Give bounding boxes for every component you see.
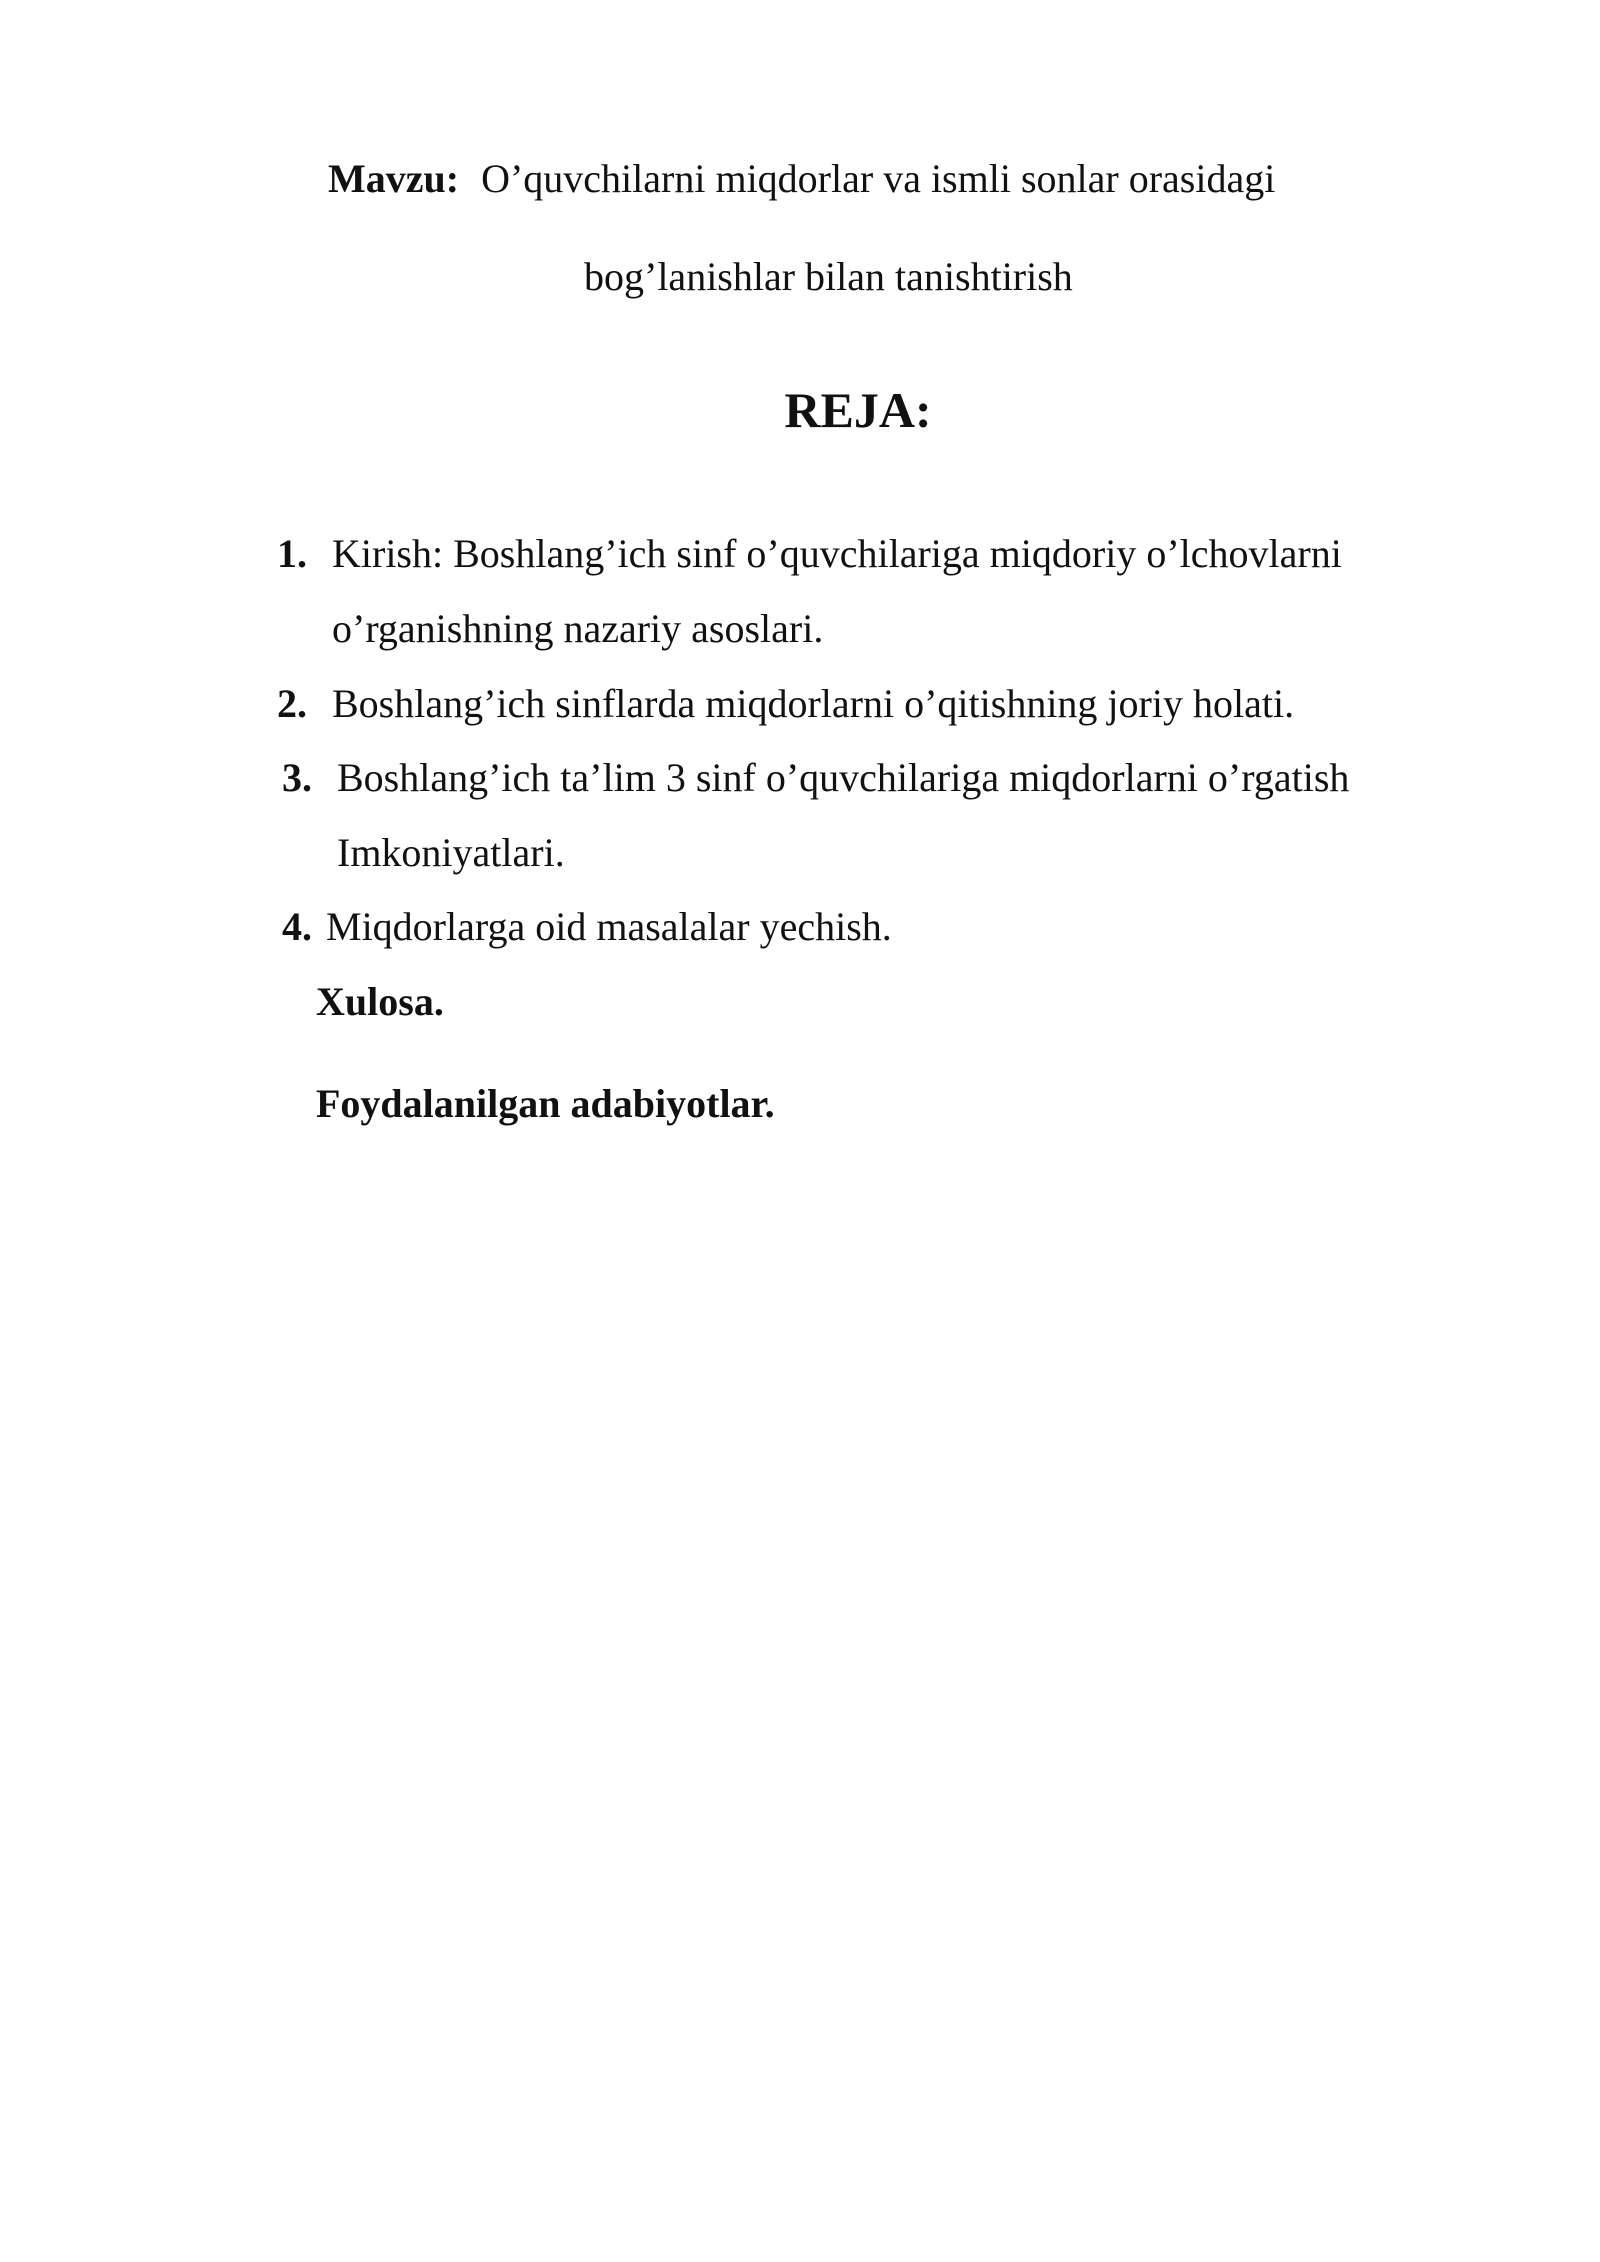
- topic-text-line-1: O’quvchilarni miqdorlar va ismli sonlar orasidagi: [481, 156, 1276, 201]
- conclusion-heading: Xulosa.: [316, 979, 444, 1024]
- topic-line-2: bog’lanishlar bilan tanishtirish: [584, 254, 1073, 299]
- plan-item-3-continuation: Imkoniyatlari.: [337, 830, 565, 875]
- plan-item-1-continuation: o’rganishning nazariy asoslari.: [332, 606, 824, 651]
- plan-heading: REJA:: [784, 382, 932, 438]
- plan-item-4-number: 4.: [282, 904, 312, 949]
- plan-item-1-number: 1.: [277, 531, 307, 576]
- references-heading: Foydalanilgan adabiyotlar.: [316, 1081, 775, 1126]
- plan-item-3-number: 3.: [282, 755, 312, 800]
- plan-item-3-text: Boshlang’ich ta’lim 3 sinf o’quvchilariga miqdorlarni o’rgatish: [337, 755, 1350, 800]
- plan-item-1: [277, 530, 1342, 578]
- plan-item-2: [277, 680, 1294, 728]
- topic-line-1: [328, 155, 1275, 203]
- topic-label: Mavzu:: [328, 156, 460, 201]
- plan-item-4-text: Miqdorlarga oid masalalar yechish.: [326, 904, 892, 949]
- plan-item-3: [282, 754, 1349, 802]
- plan-item-2-number: 2.: [277, 681, 307, 726]
- plan-item-1-text: Kirish: Boshlang’ich sinf o’quvchilariga miqdoriy o’lchovlarni: [332, 531, 1342, 576]
- plan-item-2-text: Boshlang’ich sinflarda miqdorlarni o’qitishning joriy holati.: [332, 681, 1295, 726]
- plan-item-4: [282, 903, 892, 951]
